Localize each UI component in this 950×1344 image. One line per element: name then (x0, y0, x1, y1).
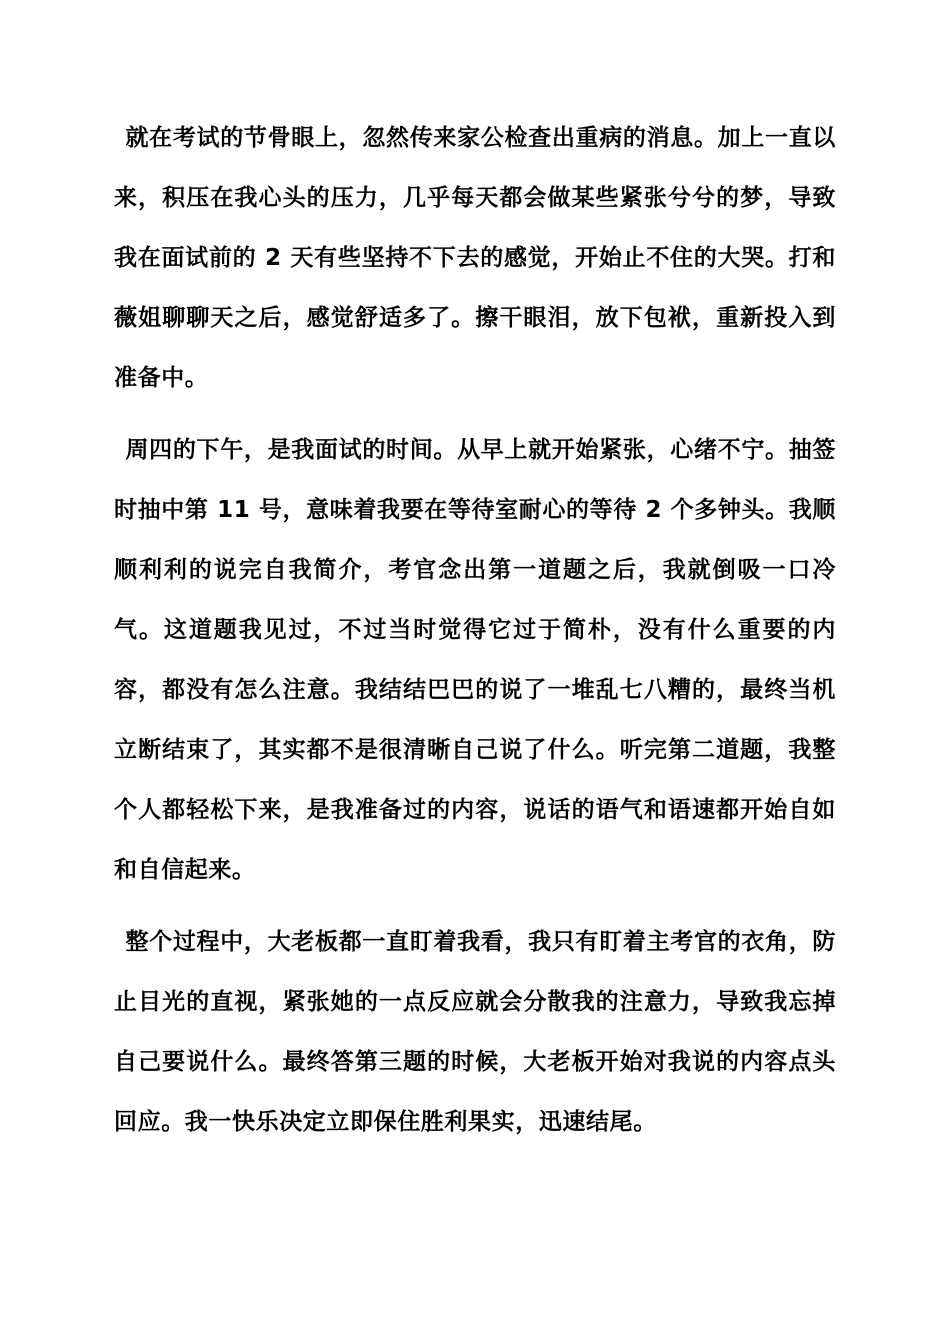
paragraph-1: 就在考试的节骨眼上，忽然传来家公检查出重病的消息。加上一直以来，积压在我心头的压力，几乎每天都会做某些紧张兮兮的梦，导致我在面试前的 2 天有些坚持不下去的感觉，开始止不住的大哭。打和薇姐聊聊天之后，感觉舒适多了。擦干眼泪，放下包袱，重新投入到准备中。 (114, 125, 836, 391)
body-text (114, 108, 836, 1164)
paragraph-3: 整个过程中，大老板都一直盯着我看，我只有盯着主考官的衣角，防止目光的直视，紧张她的一点反应就会分散我的注意力，导致我忘掉自己要说什么。最终答第三题的时候，大老板开始对我说的内容点头回应。我一快乐决定立即保住胜利果实，迅速结尾。 (114, 929, 836, 1135)
paragraph-2: 周四的下午，是我面试的时间。从早上就开始紧张，心绪不宁。抽签时抽中第 11 号，意味着我要在等待室耐心的等待 2 个多钟头。我顺顺利利的说完自我简介，考官念出第一道题之后，我就倒吸一口冷气。这道题我见过，不过当时觉得它过于简朴，没有什么重要的内容，都没有怎么注意。我结结巴巴的说了一堆乱七八糟的，最终当机立断结束了，其实都不是很清晰自己说了什么。听完第二道题，我整个人都轻松下来，是我准备过的内容，说话的语气和语速都开始自如和自信起来。 (114, 437, 836, 883)
